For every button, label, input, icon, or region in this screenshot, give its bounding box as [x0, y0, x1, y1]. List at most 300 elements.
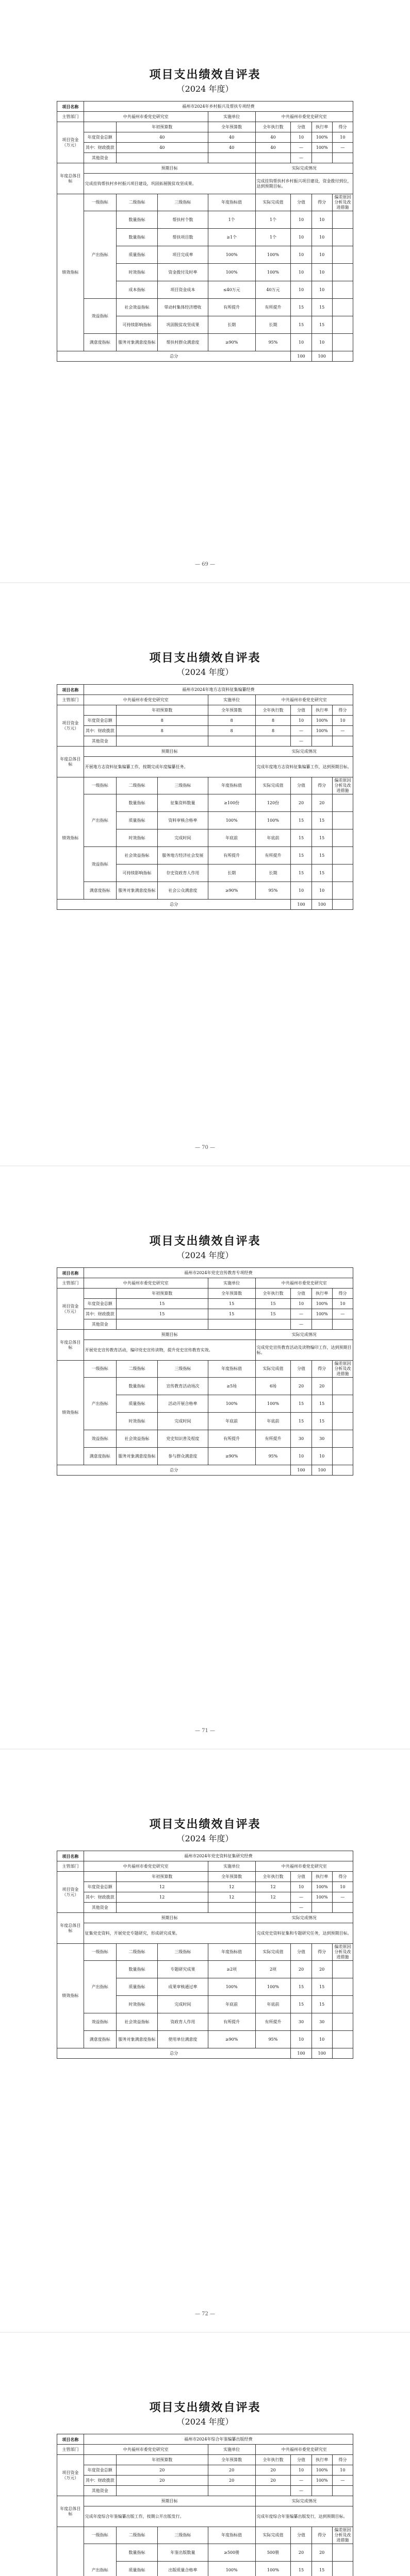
year-subtitle: （2024 年度） — [176, 667, 234, 677]
header-actual: 实际完成值 — [255, 194, 291, 211]
table-row — [57, 705, 353, 716]
indicator-cell — [332, 246, 353, 264]
indicator-cell — [332, 1378, 353, 1395]
header-level-2: 二级指标 — [116, 194, 157, 211]
table-row — [57, 777, 353, 794]
indicator-cell: 15 — [291, 1395, 311, 1413]
blank-cell — [84, 2455, 116, 2465]
expected-goal-text: 完成年度综合年鉴编纂出版工作，按期公开出版发行。 — [84, 2506, 255, 2527]
indicator-cell: 质量指标 — [116, 2562, 157, 2576]
money-fiscal-0: 8 — [116, 726, 208, 736]
indicator-level-1: 满意度指标 — [84, 2031, 116, 2048]
indicator-cell: 可持续影响指标 — [116, 865, 157, 882]
label-other: 其他资金 — [84, 1903, 116, 1913]
indicator-cell: 使用单位满意度 — [158, 2031, 208, 2048]
header-get: 得分 — [332, 1872, 353, 1882]
indicator-cell: 120份 — [255, 794, 291, 812]
table-row — [57, 1913, 353, 1923]
page-number: — 69 — — [194, 562, 216, 567]
indicator-row — [57, 211, 353, 229]
indicator-cell: 社会效益指标 — [116, 1430, 157, 1448]
table-row — [57, 2445, 353, 2455]
money-other-2 — [255, 1319, 291, 1330]
table-row — [57, 1892, 353, 1903]
indicator-cell — [332, 281, 353, 299]
money-total-3: 10 — [291, 716, 311, 726]
indicator-cell: ≥90% — [208, 1448, 255, 1465]
table-row — [57, 736, 353, 747]
indicator-cell: 100% — [208, 1978, 255, 1996]
indicator-cell: ≤40万元 — [208, 281, 255, 299]
header-level-1: 一级指标 — [84, 2527, 116, 2544]
dept-value: 中共福州市委党史研究室 — [84, 695, 208, 705]
page-5 — [0, 2333, 410, 2576]
indicator-cell: 10 — [311, 1448, 332, 1465]
money-other-5 — [332, 1903, 353, 1913]
table-row — [57, 1309, 353, 1319]
header-level-2: 二级指标 — [116, 1361, 157, 1378]
header-deviation: 偏差原因分析及改进措施 — [332, 1361, 353, 1378]
money-fiscal-2: 8 — [255, 726, 291, 736]
total-score-value: 100 — [291, 1465, 311, 1476]
table-row — [57, 1289, 353, 1299]
label-actual-goal: 实际完成情况 — [255, 1913, 353, 1923]
header-score: 分值 — [291, 705, 311, 716]
indicator-cell: 100% — [208, 1395, 255, 1413]
indicator-cell: 2项 — [255, 1961, 291, 1978]
label-dept: 主管部门 — [57, 1278, 84, 1289]
indicator-cell: 10 — [291, 2031, 311, 2048]
actual-goal-text: 完成挂钩帮扶村乡村振兴项目建设，资金拨付到位，达到预期目标。 — [255, 174, 353, 194]
indicator-cell: 95% — [255, 1448, 291, 1465]
indicator-cell: 宣传教育活动场次 — [158, 1378, 208, 1395]
indicator-cell: 服务对象满意度指标 — [116, 1448, 157, 1465]
indicator-cell: 95% — [255, 882, 291, 900]
indicator-cell: 完成时间 — [158, 829, 208, 847]
money-other-3: — — [291, 736, 311, 747]
year-subtitle: （2024 年度） — [176, 1834, 234, 1843]
label-unit: 实施单位 — [208, 2445, 255, 2455]
indicator-cell — [332, 1395, 353, 1413]
indicator-cell: ≥1个 — [208, 229, 255, 246]
money-fiscal-1: 20 — [208, 2476, 255, 2486]
unit-value: 中共福州市委党史研究室 — [255, 1861, 353, 1872]
money-total-1: 8 — [208, 716, 255, 726]
header-target: 年度指标值 — [208, 194, 255, 211]
label-goal: 年度总体目标 — [57, 163, 84, 194]
money-total-4: 100% — [311, 1882, 332, 1892]
table-row — [57, 747, 353, 757]
indicator-cell: 15 — [291, 1996, 311, 2013]
indicator-cell: 年底前 — [208, 1413, 255, 1430]
money-total-0: 8 — [116, 716, 208, 726]
total-score-value: 100 — [291, 2048, 311, 2059]
indicator-cell: 参与群众满意度 — [158, 1448, 208, 1465]
table-row — [57, 101, 353, 112]
actual-goal-text: 完成党史宣传教育活动及读物编印工作，达到预期目标。 — [255, 1340, 353, 1361]
header-rate: 执行率 — [311, 122, 332, 132]
indicator-cell: 10 — [291, 246, 311, 264]
money-other-5 — [332, 736, 353, 747]
header-target: 年度指标值 — [208, 2527, 255, 2544]
money-fiscal-3: — — [291, 726, 311, 736]
indicator-cell: 数量指标 — [116, 2544, 157, 2562]
label-project-name: 项目名称 — [57, 1851, 84, 1861]
label-project-name: 项目名称 — [57, 685, 84, 695]
money-other-5 — [332, 153, 353, 163]
indicator-level-1: 产出指标 — [84, 2544, 116, 2576]
label-unit: 实施单位 — [208, 1861, 255, 1872]
unit-value: 中共福州市委党史研究室 — [255, 695, 353, 705]
table-row — [57, 1851, 353, 1861]
indicator-cell: 100% — [255, 2562, 291, 2576]
header-level-2: 二级指标 — [116, 2527, 157, 2544]
indicator-cell: 1个 — [255, 229, 291, 246]
indicator-cell: 数量指标 — [116, 211, 157, 229]
indicator-level-1: 满意度指标 — [84, 882, 116, 900]
header-indicator-get: 得分 — [311, 1361, 332, 1378]
label-dept: 主管部门 — [57, 1861, 84, 1872]
indicator-cell: 15 — [311, 812, 332, 829]
indicator-cell — [332, 211, 353, 229]
header-deviation: 偏差原因分析及改进措施 — [332, 1944, 353, 1961]
money-other-1 — [208, 736, 255, 747]
indicator-cell: 100% — [208, 812, 255, 829]
label-total-score: 总分 — [57, 2048, 291, 2059]
money-total-1: 20 — [208, 2465, 255, 2476]
indicator-cell: 社会效益指标 — [116, 299, 157, 316]
total-score-value: 100 — [291, 900, 311, 910]
table-row — [57, 112, 353, 122]
indicator-cell: 10 — [291, 264, 311, 281]
header-actual: 实际完成值 — [255, 777, 291, 794]
label-unit: 实施单位 — [208, 1278, 255, 1289]
table-row — [57, 153, 353, 163]
header-indicator-get: 得分 — [311, 777, 332, 794]
indicator-cell: 年鉴出版数量 — [158, 2544, 208, 2562]
page-number: — 71 — — [194, 1728, 216, 1734]
header-indicator-score: 分值 — [291, 1944, 311, 1961]
money-total-4: 100% — [311, 132, 332, 143]
header-full: 全年预算数 — [208, 705, 255, 716]
label-fiscal: 其中：财政拨款 — [84, 726, 116, 736]
indicator-cell — [332, 1961, 353, 1978]
label-other: 其他资金 — [84, 736, 116, 747]
money-fiscal-0: 15 — [116, 1309, 208, 1319]
indicator-cell: 服务对象满意度指标 — [116, 882, 157, 900]
money-fiscal-0: 12 — [116, 1892, 208, 1903]
indicator-cell: 15 — [291, 299, 311, 316]
header-indicator-score: 分值 — [291, 2527, 311, 2544]
indicator-cell: 1个 — [255, 211, 291, 229]
blank-cell — [84, 1872, 116, 1882]
indicator-cell: 100% — [208, 2562, 255, 2576]
label-dept: 主管部门 — [57, 695, 84, 705]
indicator-cell: 20 — [291, 1378, 311, 1395]
table-row — [57, 1882, 353, 1892]
header-get: 得分 — [332, 122, 353, 132]
total-score-get: 100 — [311, 1465, 332, 1476]
indicator-cell: 500册 — [255, 2544, 291, 2562]
label-fund: 项目资金（万元） — [57, 705, 84, 747]
indicator-cell: 有所提升 — [255, 2013, 291, 2031]
label-other: 其他资金 — [84, 1319, 116, 1330]
indicator-cell: 15 — [291, 812, 311, 829]
indicator-cell — [332, 1430, 353, 1448]
indicator-cell: 出版质量合格率 — [158, 2562, 208, 2576]
table-row — [57, 2434, 353, 2445]
indicator-row — [57, 847, 353, 865]
money-other-1 — [208, 1903, 255, 1913]
indicator-level-1: 产出指标 — [84, 1961, 116, 2013]
indicator-cell: 社会公众满意度 — [158, 882, 208, 900]
header-level-3: 三级指标 — [158, 2527, 208, 2544]
money-fiscal-5: — — [332, 143, 353, 153]
header-indicator-get: 得分 — [311, 1944, 332, 1961]
dept-value: 中共福州市委党史研究室 — [84, 1861, 208, 1872]
page-title: 项目支出绩效自评表 — [149, 1818, 261, 1831]
header-exec: 全年执行数 — [255, 705, 291, 716]
money-total-5: 10 — [332, 1299, 353, 1309]
indicator-cell: 15 — [291, 1978, 311, 1996]
money-total-0: 20 — [116, 2465, 208, 2476]
indicator-cell: 100% — [255, 264, 291, 281]
header-budget: 年初预算数 — [116, 2455, 208, 2465]
money-other-2 — [255, 1903, 291, 1913]
money-total-1: 40 — [208, 132, 255, 143]
indicator-cell: 100% — [255, 812, 291, 829]
indicator-cell: 数量指标 — [116, 794, 157, 812]
expected-goal-text: 完成挂钩帮扶村乡村振兴项目建设，巩固拓展脱贫攻坚成果。 — [84, 174, 255, 194]
indicator-cell: 100% — [208, 264, 255, 281]
indicator-cell: 完成时间 — [158, 1996, 208, 2013]
money-total-0: 12 — [116, 1882, 208, 1892]
indicator-cell: 质量指标 — [116, 812, 157, 829]
header-indicator-score: 分值 — [291, 777, 311, 794]
header-score: 分值 — [291, 122, 311, 132]
indicator-level-1: 满意度指标 — [84, 334, 116, 351]
money-fiscal-3: — — [291, 1892, 311, 1903]
evaluation-table — [57, 101, 353, 362]
indicator-cell: 项目资金成本 — [158, 281, 208, 299]
header-indicator-get: 得分 — [311, 194, 332, 211]
indicator-cell: 数量指标 — [116, 229, 157, 246]
money-other-4 — [311, 2486, 332, 2496]
money-fiscal-3: — — [291, 2476, 311, 2486]
indicator-cell: 长期 — [255, 316, 291, 334]
label-fiscal: 其中：财政拨款 — [84, 1309, 116, 1319]
label-fund: 项目资金（万元） — [57, 122, 84, 163]
header-level-3: 三级指标 — [158, 1361, 208, 1378]
indicator-cell: 社会效益指标 — [116, 847, 157, 865]
indicator-cell — [332, 882, 353, 900]
header-budget: 年初预算数 — [116, 1289, 208, 1299]
indicator-cell — [332, 865, 353, 882]
money-fiscal-0: 20 — [116, 2476, 208, 2486]
table-row — [57, 1944, 353, 1961]
page-number: — 72 — — [194, 2311, 216, 2317]
indicator-cell: 15 — [311, 2562, 332, 2576]
indicator-cell: 可持续影响指标 — [116, 316, 157, 334]
indicator-cell: 资料审核合格率 — [158, 812, 208, 829]
blank-cell — [332, 900, 353, 910]
indicator-row — [57, 882, 353, 900]
indicator-cell — [332, 299, 353, 316]
indicator-cell: 巩固脱贫攻坚成果 — [158, 316, 208, 334]
project-name-value: 福州市2024年党史资料征集研究经费 — [84, 1851, 353, 1861]
indicator-cell: 15 — [311, 1413, 332, 1430]
label-other: 其他资金 — [84, 153, 116, 163]
header-full: 全年预算数 — [208, 1289, 255, 1299]
header-budget: 年初预算数 — [116, 122, 208, 132]
project-name-value: 福州市2024年地方志资料征集编纂经费 — [84, 685, 353, 695]
header-deviation: 偏差原因分析及改进措施 — [332, 777, 353, 794]
label-total: 年度资金总额 — [84, 716, 116, 726]
indicator-cell: 时效指标 — [116, 264, 157, 281]
indicator-cell: 10 — [291, 211, 311, 229]
indicator-row — [57, 2013, 353, 2031]
table-row — [57, 122, 353, 132]
money-other-3: — — [291, 153, 311, 163]
label-total: 年度资金总额 — [84, 1882, 116, 1892]
table-row — [57, 900, 353, 910]
indicator-cell: 10 — [311, 281, 332, 299]
label-performance: 绩效指标 — [57, 194, 84, 351]
money-other-4 — [311, 1903, 332, 1913]
money-fiscal-1: 12 — [208, 1892, 255, 1903]
header-rate: 执行率 — [311, 1872, 332, 1882]
money-fiscal-4: 100% — [311, 2476, 332, 2486]
label-goal: 年度总体目标 — [57, 1330, 84, 1361]
table-row — [57, 2455, 353, 2465]
header-exec: 全年执行数 — [255, 1289, 291, 1299]
header-budget: 年初预算数 — [116, 705, 208, 716]
header-full: 全年预算数 — [208, 122, 255, 132]
money-fiscal-4: 100% — [311, 1892, 332, 1903]
header-actual: 实际完成值 — [255, 1944, 291, 1961]
header-deviation: 偏差原因分析及改进措施 — [332, 194, 353, 211]
table-row — [57, 351, 353, 362]
header-level-3: 三级指标 — [158, 1944, 208, 1961]
label-fund: 项目资金（万元） — [57, 1872, 84, 1913]
label-unit: 实施单位 — [208, 695, 255, 705]
expected-goal-text: 征集党史资料，开展党史专题研究，形成研究成果。 — [84, 1923, 255, 1944]
header-get: 得分 — [332, 1289, 353, 1299]
page-title: 项目支出绩效自评表 — [149, 2401, 261, 2414]
evaluation-table — [57, 1851, 353, 2059]
indicator-cell: 20 — [311, 1961, 332, 1978]
dept-value: 中共福州市委党史研究室 — [84, 2445, 208, 2455]
money-fiscal-2: 20 — [255, 2476, 291, 2486]
indicator-level-1: 满意度指标 — [84, 1448, 116, 1465]
indicator-row — [57, 2031, 353, 2048]
table-row — [57, 194, 353, 211]
money-other-0 — [116, 1319, 208, 1330]
indicator-cell: 10 — [291, 882, 311, 900]
table-row — [57, 695, 353, 705]
indicator-cell: 有所提升 — [208, 847, 255, 865]
indicator-cell: 帮扶村个数 — [158, 211, 208, 229]
indicator-cell: 年底前 — [255, 829, 291, 847]
header-rate: 执行率 — [311, 705, 332, 716]
label-actual-goal: 实际完成情况 — [255, 163, 353, 174]
indicator-cell: 10 — [311, 229, 332, 246]
header-level-2: 二级指标 — [116, 1944, 157, 1961]
indicator-level-1: 效益指标 — [84, 299, 116, 334]
total-score-get: 100 — [311, 351, 332, 362]
indicator-cell: 40万元 — [255, 281, 291, 299]
indicator-cell: 10 — [311, 246, 332, 264]
table-row — [57, 2486, 353, 2496]
project-name-value: 福州市2024年综合年鉴编纂出版经费 — [84, 2434, 353, 2445]
label-expected-goal: 预期目标 — [84, 2496, 255, 2506]
label-actual-goal: 实际完成情况 — [255, 2496, 353, 2506]
indicator-cell — [332, 264, 353, 281]
header-rate: 执行率 — [311, 2455, 332, 2465]
indicator-cell: 15 — [311, 1978, 332, 1996]
indicator-cell: 资金拨付及时率 — [158, 264, 208, 281]
header-exec: 全年执行数 — [255, 2455, 291, 2465]
dept-value: 中共福州市委党史研究室 — [84, 1278, 208, 1289]
indicator-cell: 质量指标 — [116, 1395, 157, 1413]
money-fiscal-1: 15 — [208, 1309, 255, 1319]
indicator-cell: 20 — [311, 794, 332, 812]
page-3 — [0, 1166, 410, 1749]
indicator-cell: 15 — [311, 1996, 332, 2013]
actual-goal-text: 完成党史资料征集和专题研究任务，达到预期目标。 — [255, 1923, 353, 1944]
label-fiscal: 其中：财政拨款 — [84, 143, 116, 153]
header-level-2: 二级指标 — [116, 777, 157, 794]
money-other-1 — [208, 2486, 255, 2496]
label-project-name: 项目名称 — [57, 2434, 84, 2445]
label-fund: 项目资金（万元） — [57, 1289, 84, 1330]
table-row — [57, 1340, 353, 1361]
indicator-cell: 6场 — [255, 1378, 291, 1395]
indicator-cell: 资政育人作用 — [158, 2013, 208, 2031]
indicator-cell — [332, 316, 353, 334]
money-total-3: 10 — [291, 1299, 311, 1309]
money-total-2: 12 — [255, 1882, 291, 1892]
money-total-3: 10 — [291, 132, 311, 143]
page-title: 项目支出绩效自评表 — [149, 1235, 261, 1248]
header-score: 分值 — [291, 1289, 311, 1299]
header-exec: 全年执行数 — [255, 122, 291, 132]
table-row — [57, 1465, 353, 1476]
header-full: 全年预算数 — [208, 1872, 255, 1882]
total-score-value: 100 — [291, 351, 311, 362]
table-row — [57, 1361, 353, 1378]
header-level-1: 一级指标 — [84, 194, 116, 211]
indicator-cell: 15 — [291, 2562, 311, 2576]
table-row — [57, 1278, 353, 1289]
indicator-cell: ≥90% — [208, 334, 255, 351]
table-row — [57, 757, 353, 777]
blank-cell — [84, 1289, 116, 1299]
indicator-cell: 20 — [291, 1961, 311, 1978]
indicator-cell — [332, 794, 353, 812]
money-total-3: 10 — [291, 2465, 311, 2476]
label-goal: 年度总体目标 — [57, 747, 84, 777]
money-other-4 — [311, 1319, 332, 1330]
page-2 — [0, 583, 410, 1165]
indicator-cell: 长期 — [208, 865, 255, 882]
money-other-3: — — [291, 1319, 311, 1330]
header-indicator-score: 分值 — [291, 194, 311, 211]
money-fiscal-5: — — [332, 726, 353, 736]
indicator-cell: 时效指标 — [116, 829, 157, 847]
indicator-row — [57, 1378, 353, 1395]
table-row — [57, 1903, 353, 1913]
